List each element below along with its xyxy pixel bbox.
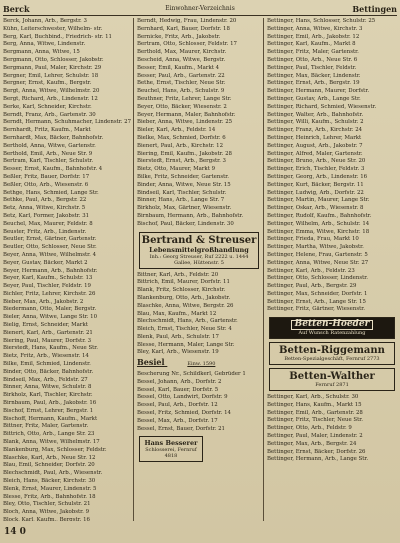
directory-entry: Kühn, Leiterschwester, Wilhelm- str. [3, 25, 103, 32]
ad-title: Hans Besserer [144, 439, 198, 448]
directory-entry: Bley, Karl, Arb., Wiesenstr. 19 [137, 349, 219, 356]
directory-entry: Blesse, Fritz, Arb., Bahnhofstr. 18 [3, 493, 96, 500]
directory-entry: Blank, Anna, Witwe, Wilhelmstr. 17 [3, 439, 100, 446]
directory-entry: Bernhard, Karl, Bauer, Dorfstr. 18 [137, 25, 230, 32]
column-3 [267, 18, 397, 521]
directory-entry: Besser, Ernst, Kaufm., Bahnhofstr. 4 [3, 166, 103, 173]
directory-entry: Bilke, Emil, Schmied, Lindenstr. [3, 361, 91, 368]
ad-title: Bertrand & Streuser [141, 234, 257, 246]
page-header [3, 3, 397, 15]
directory-entry: Bieler, Anna, Witwe, Lange Str. 10 [3, 314, 97, 321]
directory-entry: Berndt, Hermann, Schuhmacher, Lindenstr. 27 [3, 119, 131, 126]
directory-entry: Berthold, Emil, Arb., Neue Str. 9 [3, 150, 93, 157]
directory-entry: Beyer, Hermann, Arb., Bahnhofstr. [3, 267, 98, 274]
directory-entry: Betz, Anna, Witwe, Kirchstr. 5 [3, 205, 86, 212]
directory-entry: Berthold, Max, Maurer, Kirchstr. [137, 49, 227, 56]
directory-entry: Bessel, Paul, Arb., Dorfstr. 12 [137, 402, 218, 409]
section-heading [137, 359, 261, 369]
directory-entry: Beyer, Anna, Witwe, Wilhelmstr. 4 [3, 251, 97, 258]
directory-entry: Bieber, Anna, Witwe, Lindenstr. 25 [137, 119, 233, 126]
directory-entry: Beyer, Paul, Tischler, Feldstr. 19 [3, 283, 91, 290]
section-note: Einw. 1590 [187, 361, 216, 368]
directory-entry: Beutler, Otto, Schlosser, Neue Str. [3, 244, 97, 251]
directory-entry: Birkholz, Max, Gärtner, Wiesenstr. [137, 205, 232, 212]
directory-entry: Beuster, Fritz, Arb., Lindenstr. [3, 228, 87, 235]
directory-entry: Blankenburg, Max, Schlosser, Feldstr. [3, 446, 107, 453]
directory-entry: Bettinger, Ernst, Bäcker, Dorfstr. 26 [267, 448, 366, 455]
directory-entry: Berke, Karl, Schneider, Kirchstr. [3, 103, 92, 110]
directory-entry: Binder, Anna, Witwe, Neue Str. 15 [137, 181, 231, 188]
directory-entry: Binner, Hans, Arb., Lange Str. 7 [137, 197, 225, 204]
directory-entry: Besser, Paul, Arb., Gartenstr. 22 [137, 72, 225, 79]
directory-entry: Berg, Anna, Witwe, Lindenstr. [3, 41, 86, 48]
directory-entry: Blaschke, Anna, Witwe, Bergstr. 26 [137, 302, 234, 309]
directory-entry: Bettinger, Karl, Arb., Feldstr. 23 [267, 267, 355, 274]
directory-entry: Bierstedt, Ernst, Arb., Bergstr. 3 [137, 158, 226, 165]
directory-entry: Bessel, Max, Arb., Dorfstr. 17 [137, 417, 218, 424]
directory-entry: Bettinger, Fritz, Tischler, Neue Str. [267, 417, 363, 424]
directory-entry: Bessel, Johann, Arb., Dorfstr. 2 [137, 378, 222, 385]
directory-entry: Bichler, Fritz, Lehrer, Kirchstr. 26 [3, 290, 96, 297]
directory-entry: Bittrich, Emil, Maurer, Dorfstr. 11 [137, 279, 230, 286]
directory-entry: Bindseil, Karl, Tischler, Schulstr. [137, 189, 227, 196]
directory-entry: Biering, Paul, Maurer, Dorfstr. 3 [3, 337, 92, 344]
directory-entry: Bethke, Paul, Arb., Bergstr. 22 [3, 197, 87, 204]
directory-entry: Betz, Karl, Former, Jakobstr. 31 [3, 212, 90, 219]
directory-entry: Blesse, Hermann, Maler, Lange Str. [137, 341, 235, 348]
directory-entry: Berck, Johann, Arb., Bergstr. 3 [3, 18, 87, 24]
directory-entry: Bettinger, Franz, Arb., Kirchstr. 24 [267, 127, 363, 134]
directory-entry: Beyer, Gustav, Bäcker, Markt 2 [3, 259, 88, 266]
directory-entry: Bettinger, Bruno, Arb., Neue Str. 20 [267, 158, 366, 165]
directory-entry: Bettinger, Karl, Arb., Schulstr. 30 [267, 394, 359, 401]
directory-entry: Bindseil, Max, Arb., Feldstr. 27 [3, 376, 88, 383]
ad-subtitle: Lebensmittelgroßhandlung [149, 245, 249, 254]
directory-entry: Bertram, Karl, Tischler, Schulstr. [3, 158, 94, 165]
ad-line: Auf Wunsch Ratenzahlung [298, 330, 366, 337]
directory-entry: Berg, Karl, Buchbind., Friedrich- str. 11 [3, 33, 112, 40]
directory-entry: Bettinger, Max, Schneider, Dorfstr. 1 [267, 290, 368, 297]
directory-entry: Bergner, Ernst, Kaufm., Bergstr. [3, 80, 92, 87]
directory-entry: Bergt, Anna, Witwe, Wilhelmstr. 20 [3, 88, 100, 95]
directory-entry: Bettinger, Emil, Arb., Jakobstr. 12 [267, 33, 360, 40]
ad-title: Betten-Riggemann [279, 345, 385, 357]
directory-entry: Bettinger, Heinrich, Lehrer, Markt [267, 134, 362, 141]
directory-entry: Bettinger, Emil, Arb., Gartenstr. 28 [267, 409, 363, 416]
directory-entry: Bettinger, Martha, Witwe, Jakobstr. [267, 244, 364, 251]
directory-entry: Bettinger, Oskar, Arb., Wiesenstr. 8 [267, 205, 364, 212]
directory-entry: Bettinger, Willi, Kaufm., Schulstr. 2 [267, 119, 364, 126]
advertisement-besserer [139, 436, 203, 462]
ad-line: Betten-Spezialgeschäft, Fernruf 2773 [284, 356, 380, 363]
advertisement-bertrand [139, 232, 259, 269]
ad-line: Fernruf 2871 [315, 382, 349, 389]
directory-entry: Beyer, Karl, Kaufm., Schulstr. 13 [3, 275, 93, 282]
directory-entry: Bettinger, Martin, Maurer, Lange Str. [267, 197, 370, 204]
directory-entry: Bettinger, Paul, Maler, Lindenstr. 2 [267, 433, 363, 440]
directory-entry: Bettinger, Max, Arb., Bergstr. 24 [267, 440, 357, 447]
column-divider [133, 18, 134, 521]
directory-entry: Beuthner, Fritz, Lehrer, Lange Str. [137, 95, 232, 102]
directory-entry: Bethge, Hans, Schmied, Lange Str. [3, 189, 99, 196]
directory-entry: Bettinger, Gustav, Arb., Lange Str. [267, 95, 361, 102]
directory-entry: Bley, Otto, Tischler, Schulstr. 21 [3, 501, 91, 508]
directory-entry: Birnbaum, Hermann, Arb., Bahnhofstr. [137, 212, 244, 219]
ad-line: Schlosserei, Fernruf 4818 [145, 447, 197, 460]
directory-entry: Bergner, Emil, Lehrer, Schulstr. 18 [3, 72, 99, 79]
directory-entry: Birkholz, Karl, Tischler, Kirchstr. [3, 392, 93, 399]
directory-entry: Blank, Fritz, Schlosser, Kirchstr. [137, 287, 226, 294]
directory-entry: Bittner, Karl, Arb., Feldstr. 20 [137, 271, 219, 278]
directory-entry: Bettinger, Hermann, Maurer, Dorfstr. [267, 88, 370, 95]
directory-entry: Bettinger, Fritz, Maler, Gartenstr. [267, 49, 359, 56]
advertisement-betten-hoeder [269, 317, 395, 339]
directory-entry: Binner, Anna, Witwe, Schulstr. 8 [3, 384, 92, 391]
directory-entry: Bettinger, Max, Bäcker, Lindenstr. [267, 72, 361, 79]
directory-entry: Bergt, Richard, Arb., Lindenstr. 12 [3, 95, 98, 102]
directory-entry: Beuchel, Max, Maurer, Feldstr. 8 [3, 220, 93, 227]
directory-entry: Bienert, Paul, Arb., Kirchstr. 12 [137, 142, 224, 149]
directory-entry: Bischof, Ernst, Lehrer, Bergstr. 1 [3, 407, 94, 414]
header-left: Berck [3, 4, 30, 14]
directory-entry: Beßler, Fritz, Bauer, Dorfstr. 17 [3, 173, 90, 180]
directory-entry: Beyer, Otto, Bäcker, Wiesenstr. 2 [137, 103, 227, 110]
directory-entry: Bettinger, Karl, Kaufm., Markt 8 [267, 41, 356, 48]
directory-entry: Bierstedt, Hans, Kaufm., Neue Str. [3, 345, 98, 352]
directory-entry: Berndt, Franz, Arb., Gartenstr. 30 [3, 111, 96, 118]
ad-logo: Betten-Hoeder [291, 320, 374, 330]
directory-entry: Bilke, Fritz, Schneider, Gartenstr. [137, 173, 229, 180]
directory-entry: Bettinger, Walter, Arb., Bahnhofstr. [267, 111, 364, 118]
directory-entry: Bietz, Fritz, Arb., Wiesenstr. 14 [3, 353, 89, 360]
directory-entry: Bergmann, Paul, Maler, Kirchstr. 29 [3, 64, 102, 71]
directory-entry: Bernhardt, Fritz, Kaufm., Markt [3, 127, 91, 134]
directory-entry: Blechschmidt, Paul, Arb., Wiesenstr. [3, 470, 103, 477]
ad-line: Gallee, Hüttenstr. 5 [174, 259, 224, 266]
directory-entry: Bettinger, Fritz, Gärtner, Wiesenstr. [267, 306, 365, 313]
directory-entry: Bergmann, Anna, Witwe, 15 [3, 49, 80, 56]
directory-entry: Bettinger, Anna, Witwe, Kirchstr. 3 [267, 25, 363, 32]
advertisement-betten-walther [269, 368, 395, 391]
directory-entry: Bittrich, Otto, Arb., Lange Str. 23 [3, 431, 95, 438]
directory-entry: Bielke, Max, Schmied, Dorfstr. 6 [137, 134, 226, 141]
directory-entry: Bielig, Ernst, Schneider, Markt [3, 322, 88, 329]
page-number: 14 0 [4, 527, 26, 537]
directory-entry: Bettinger, Hans, Schlosser, Schulstr. 25 [267, 18, 376, 24]
directory-entry: Bettinger, Paul, Tischler, Feldstr. [267, 64, 357, 71]
header-rule [3, 15, 397, 16]
header-center: Einwohner-Verzeichnis [165, 5, 235, 12]
directory-entry: Bieber, Max, Arb., Jakobstr. 2 [3, 298, 84, 305]
directory-entry: Beutler, Ernst, Gärtner, Gartenstr. [3, 236, 97, 243]
directory-entry: Berndt, Hedwig, Frau, Lindenstr. 20 [137, 18, 237, 24]
directory-entry: Blau, Max, Kaufm., Markt 12 [137, 310, 217, 317]
directory-entry: Beuchel, Hans, Arb., Schulstr. 9 [137, 88, 225, 95]
directory-entry: Bettinger, Hans, Kaufm., Markt 15 [267, 401, 362, 408]
directory-entry: Bernicke, Fritz, Arb., Jakobstr. [137, 33, 221, 40]
directory-entry: Bleich, Hans, Bäcker, Kirchstr. 30 [3, 478, 96, 485]
directory-entry: Bettinger, Kurt, Bäcker, Bergstr. 11 [267, 181, 364, 188]
directory-entry: Blaschke, Karl, Arb., Neue Str. 12 [3, 454, 96, 461]
directory-entry: Bettinger, Otto, Arb., Neue Str. 6 [267, 56, 358, 63]
directory-entry: Bettinger, Rudolf, Kaufm., Bahnhofstr. [267, 212, 372, 219]
directory-entry: Bessel, Ernst, Bauer, Dorfstr. 21 [137, 425, 225, 432]
directory-entry: Bettinger, Alfred, Maler, Gartenstr. [267, 150, 363, 157]
directory-entry: Bethe, Ernst, Tischler, Neue Str. [137, 80, 226, 87]
directory-entry: Binder, Otto, Bäcker, Bahnhofstr. [3, 368, 94, 375]
directory-entry: Bieler, Karl, Arb., Feldstr. 14 [137, 127, 216, 134]
directory-entry: Bettinger, Ernst, Arb., Lange Str. 15 [267, 298, 366, 305]
directory-entry: Blau, Emil, Schneider, Dorfstr. 20 [3, 462, 95, 469]
directory-entry: Bessel, Karl, Bauer, Dorfstr. 5 [137, 386, 219, 393]
directory-entry: Bietz, Otto, Maurer, Markt 9 [137, 166, 216, 173]
directory-entry: Bettinger, Anna, Witwe, Neue Str. 27 [267, 259, 369, 266]
directory-entry: Bettinger, Helene, Frau, Gartenstr. 5 [267, 251, 368, 258]
directory-entry: Berthold, Anna, Witwe, Gartenstr. [3, 142, 96, 149]
directory-entry: Bettinger, Erich, Tischler, Feldstr. 3 [267, 166, 365, 173]
directory-entry: Bescheid, Anna, Witwe, Bergstr. [137, 56, 226, 63]
directory-entry: Blenk, Paul, Arb., Schulstr. 17 [137, 333, 219, 340]
directory-entry: Bessel, Otto, Landwirt, Dorfstr. 9 [137, 394, 228, 401]
directory-entry: Bettinger, Otto, Schlosser, Lindenstr. [267, 275, 368, 282]
directory-entry: Bettinger, August, Arb., Jakobstr. 7 [267, 142, 363, 149]
directory-entry: Bettinger, Paul, Arb., Bergstr. 29 [267, 283, 357, 290]
directory-entry: Besser, Emil, Kaufm., Markt 4 [137, 64, 220, 71]
directory-entry: Bischof, Paul, Bäcker, Lindenstr. 30 [137, 220, 234, 227]
directory-entry: Bettinger, Richard, Schmied, Wiesenstr. [267, 103, 377, 110]
directory-entry: Birnbaum, Paul, Arb., Jakobstr. 16 [3, 400, 97, 407]
advertisement-betten-riggemann [269, 342, 395, 365]
directory-entry: Bessel, Fritz, Schmied, Dorfstr. 14 [137, 410, 231, 417]
directory-entry: Bergmann, Otto, Schlosser, Jakobstr. [3, 56, 104, 63]
directory-entry: Bettinger, Hermann, Arb., Lange Str. [267, 456, 369, 463]
directory-entry: Bettinger, Emma, Witwe, Kirchstr. 18 [267, 228, 370, 235]
directory-entry: Blenk, Ernst, Maurer, Lindenstr. 5 [3, 485, 97, 492]
directory-entry: Bescherung Nr., Schildkerl, Gebrüder 1 [137, 371, 246, 378]
directory-entry: Biering, Emil, Kaufm., Jakobstr. 28 [137, 150, 232, 157]
header-right: Bettingen [352, 4, 397, 14]
directory-entry: Blankenburg, Otto, Arb., Jakobstr. [137, 294, 231, 301]
directory-entry: Beßler, Otto, Arb., Wiesenstr. 6 [3, 181, 89, 188]
ad-line: Inh.: Georg Streuser, Ruf 2222 u. 1444 [149, 253, 249, 260]
directory-entry: Beyer, Hermann, Maler, Bahnhofstr. [137, 111, 236, 118]
column-1 [3, 18, 131, 521]
column-divider [263, 18, 264, 521]
directory-entry: Bettinger, Ludwig, Arb., Dorfstr. 22 [267, 189, 364, 196]
directory-entry: Bettinger, Frieda, Frau, Markt 10 [267, 236, 359, 243]
directory-entry: Bettinger, Wilhelm, Arb., Schulstr. 14 [267, 220, 370, 227]
directory-entry: Bleich, Ernst, Tischler, Neue Str. 4 [137, 326, 232, 333]
section-title: Besiel [137, 357, 165, 368]
directory-entry: Bernhardt, Max, Bäcker, Bahnhofstr. [3, 134, 104, 141]
directory-entry: Bertram, Otto, Schlosser, Feldstr. 17 [137, 41, 237, 48]
directory-entry: Bettinger, Otto, Arb., Feldstr. 9 [267, 425, 352, 432]
column-2 [137, 18, 261, 521]
ad-title: Betten-Walther [289, 371, 375, 383]
directory-entry: Bittner, Fritz, Maler, Gartenstr. [3, 423, 89, 430]
directory-entry: Bienert, Karl, Arb., Gartenstr. 21 [3, 329, 93, 336]
directory-entry: Bloch, Anna, Witwe, Jakobstr. 9 [3, 509, 90, 516]
directory-entry: Block, Karl, Kaufm., Bergstr. 16 [3, 517, 90, 521]
directory-entry: Bischoff, Hermann, Kaufm., Markt [3, 415, 98, 422]
directory-entry: Bettinger, Georg, Arb., Lindenstr. 16 [267, 173, 368, 180]
directory-entry: Bettinger, Ernst, Arb., Bergstr. 19 [267, 80, 360, 87]
directory-entry: Biedermann, Otto, Maler, Bergstr. [3, 306, 97, 313]
directory-entry: Blechschmidt, Hans, Arb., Gartenstr. [137, 318, 238, 325]
